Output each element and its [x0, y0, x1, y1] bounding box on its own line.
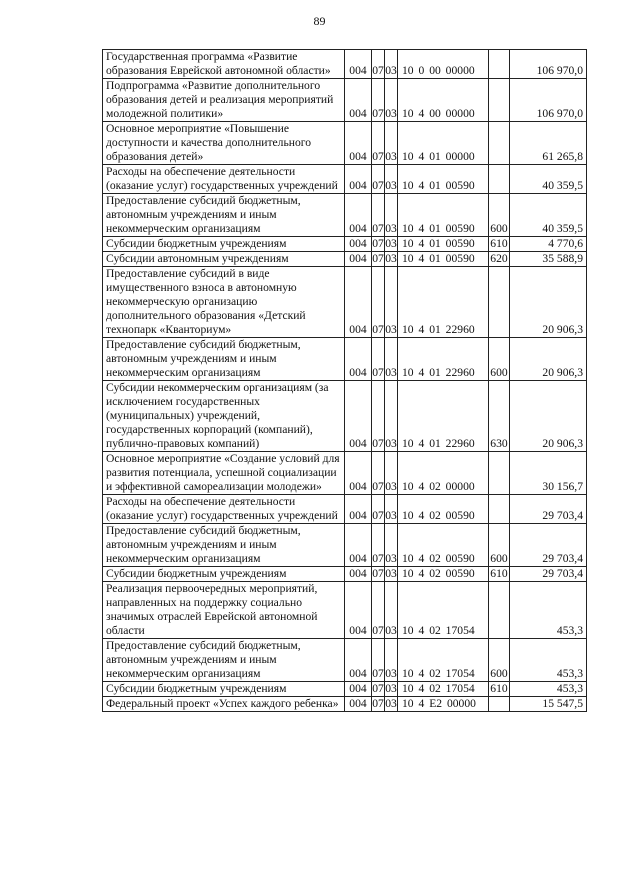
target-article-code: 10 4 02 00590	[402, 509, 475, 522]
chapter-code-cell: 004	[345, 194, 372, 237]
target-article-code: 10 4 02 00590	[402, 567, 475, 580]
expense-type-cell: 600	[489, 639, 510, 682]
table-row	[103, 639, 587, 682]
budget-table-body	[103, 50, 587, 712]
amount-cell: 30 156,7	[510, 452, 587, 495]
target-article-cell	[398, 165, 489, 194]
table-row	[103, 267, 587, 338]
target-article-cell	[398, 495, 489, 524]
row-name-cell: Субсидии бюджетным учреждениям	[103, 237, 345, 252]
amount-cell: 453,3	[510, 639, 587, 682]
table-row	[103, 165, 587, 194]
target-article-cell	[398, 252, 489, 267]
amount-cell: 40 359,5	[510, 194, 587, 237]
table-row	[103, 338, 587, 381]
row-name-cell: Субсидии бюджетным учреждениям	[103, 567, 345, 582]
chapter-code-cell: 004	[345, 50, 372, 79]
target-article-code: 10 4 01 22960	[402, 366, 475, 379]
target-article-code: 10 4 E2 00000	[402, 697, 476, 710]
table-row	[103, 122, 587, 165]
section-code-cell: 07	[372, 267, 385, 338]
amount-cell: 29 703,4	[510, 524, 587, 567]
target-article-code: 10 4 02 17054	[402, 667, 475, 680]
row-name-cell: Основное мероприятие «Создание условий для развития потенциала, успешной социализации и эффективной самореализации молодежи»	[103, 452, 345, 495]
chapter-code-cell: 004	[345, 567, 372, 582]
chapter-code-cell: 004	[345, 697, 372, 712]
target-article-cell	[398, 122, 489, 165]
table-row	[103, 79, 587, 122]
target-article-cell	[398, 79, 489, 122]
chapter-code-cell: 004	[345, 338, 372, 381]
chapter-code-cell: 004	[345, 495, 372, 524]
subsection-code-cell: 03	[385, 165, 398, 194]
row-name-cell: Субсидии автономным учреждениям	[103, 252, 345, 267]
target-article-cell	[398, 194, 489, 237]
subsection-code-cell: 03	[385, 237, 397, 250]
amount-cell: 29 703,4	[510, 567, 587, 582]
row-name-cell: Предоставление субсидий бюджетным, автономным учреждениям и иным некоммерческим организациям	[103, 194, 345, 237]
section-code-cell: 07	[372, 252, 384, 265]
expense-type-cell	[489, 50, 510, 79]
section-code-cell: 07	[372, 165, 385, 194]
section-code-cell: 07	[372, 682, 384, 695]
target-article-code: 10 4 01 00000	[402, 150, 475, 163]
target-article-cell	[398, 639, 489, 682]
target-article-code: 10 4 01 22960	[402, 323, 475, 336]
section-code-cell: 07	[372, 452, 385, 495]
chapter-code-cell: 004	[345, 252, 372, 267]
expense-type-cell: 610	[490, 567, 508, 580]
table-row	[103, 682, 587, 697]
row-name-cell: Реализация первоочередных мероприятий, направленных на поддержку социально значимых отраслей Еврейской автономной области	[103, 582, 345, 639]
table-row	[103, 194, 587, 237]
table-row	[103, 697, 587, 712]
subsection-code-cell: 03	[385, 79, 398, 122]
target-article-code: 10 4 01 00590	[402, 222, 475, 235]
row-name-cell: Предоставление субсидий бюджетным, автономным учреждениям и иным некоммерческим организациям	[103, 639, 345, 682]
section-code-cell: 07	[372, 582, 385, 639]
section-code-cell: 07	[372, 524, 385, 567]
expense-type-cell	[489, 165, 510, 194]
target-article-code: 10 4 01 22960	[402, 437, 475, 450]
target-article-code: 10 4 02 17054	[402, 624, 475, 637]
target-article-code: 10 4 00 00000	[402, 107, 475, 120]
target-article-code: 10 4 01 00590	[402, 252, 475, 265]
chapter-code-cell: 004	[345, 267, 372, 338]
expense-type-cell	[489, 122, 510, 165]
chapter-code-cell: 004	[345, 682, 372, 697]
amount-cell: 15 547,5	[510, 697, 587, 712]
expense-type-cell: 600	[489, 524, 510, 567]
amount-cell: 35 588,9	[510, 252, 587, 267]
target-article-code: 10 0 00 00000	[402, 64, 475, 77]
subsection-code-cell: 03	[385, 567, 397, 580]
subsection-code-cell: 03	[385, 194, 398, 237]
expense-type-cell: 620	[490, 252, 508, 265]
table-row	[103, 452, 587, 495]
chapter-code-cell: 004	[345, 381, 372, 452]
row-name-cell: Основное мероприятие «Повышение доступности и качества дополнительного образования детей»	[103, 122, 345, 165]
target-article-cell	[398, 452, 489, 495]
row-name-cell: Расходы на обеспечение деятельности (оказание услуг) государственных учреждений	[103, 495, 345, 524]
table-row	[103, 237, 587, 252]
chapter-code-cell: 004	[345, 122, 372, 165]
chapter-code-cell: 004	[345, 79, 372, 122]
expense-type-cell	[489, 267, 510, 338]
subsection-code-cell: 03	[385, 252, 397, 265]
amount-cell: 106 970,0	[510, 79, 587, 122]
expense-type-cell: 610	[490, 682, 508, 695]
amount-cell: 453,3	[510, 682, 587, 697]
table-row	[103, 567, 587, 582]
chapter-code-cell: 004	[345, 639, 372, 682]
subsection-code-cell: 03	[385, 50, 398, 79]
table-row	[103, 50, 587, 79]
chapter-code-cell: 004	[345, 237, 372, 252]
row-name-cell: Субсидии некоммерческим организациям (за исключением государственных (муниципальных) учреждений, государственных корпораций (компаний), публично-правовых компаний)	[103, 381, 345, 452]
target-article-code: 10 4 02 00590	[402, 552, 475, 565]
target-article-code: 10 4 01 00590	[402, 237, 475, 250]
expense-type-cell	[489, 452, 510, 495]
section-code-cell: 07	[372, 122, 385, 165]
target-article-code: 10 4 02 17054	[402, 682, 475, 695]
table-row	[103, 495, 587, 524]
amount-cell: 106 970,0	[510, 50, 587, 79]
row-name-cell: Федеральный проект «Успех каждого ребенка»	[103, 697, 345, 712]
subsection-code-cell: 03	[385, 381, 398, 452]
chapter-code-cell: 004	[345, 165, 372, 194]
table-row	[103, 582, 587, 639]
section-code-cell: 07	[372, 697, 384, 710]
chapter-code-cell: 004	[345, 452, 372, 495]
amount-cell: 20 906,3	[510, 267, 587, 338]
amount-cell: 4 770,6	[510, 237, 587, 252]
row-name-cell: Государственная программа «Развитие образования Еврейской автономной области»	[103, 50, 345, 79]
subsection-code-cell: 03	[385, 524, 398, 567]
target-article-cell	[398, 682, 489, 697]
subsection-code-cell: 03	[385, 697, 397, 710]
row-name-cell: Подпрограмма «Развитие дополнительного образования детей и реализация мероприятий молодежной политики»	[103, 79, 345, 122]
subsection-code-cell: 03	[385, 582, 398, 639]
target-article-code: 10 4 02 00000	[402, 480, 475, 493]
expense-type-cell: 600	[489, 338, 510, 381]
expense-type-cell	[489, 79, 510, 122]
section-code-cell: 07	[372, 50, 385, 79]
section-code-cell: 07	[372, 237, 384, 250]
target-article-cell	[398, 237, 489, 252]
target-article-cell	[398, 697, 489, 712]
table-row	[103, 524, 587, 567]
chapter-code-cell: 004	[345, 524, 372, 567]
expense-type-cell	[489, 582, 510, 639]
amount-cell: 453,3	[510, 582, 587, 639]
chapter-code-cell: 004	[345, 582, 372, 639]
expense-type-cell: 610	[490, 237, 508, 250]
target-article-cell	[398, 582, 489, 639]
target-article-cell	[398, 50, 489, 79]
target-article-cell	[398, 267, 489, 338]
target-article-cell	[398, 567, 489, 582]
amount-cell: 40 359,5	[510, 165, 587, 194]
subsection-code-cell: 03	[385, 452, 398, 495]
subsection-code-cell: 03	[385, 267, 398, 338]
budget-table	[102, 49, 587, 712]
section-code-cell: 07	[372, 381, 385, 452]
expense-type-cell: 630	[489, 381, 510, 452]
target-article-cell	[398, 524, 489, 567]
row-name-cell: Предоставление субсидий бюджетным, автономным учреждениям и иным некоммерческим организациям	[103, 338, 345, 381]
subsection-code-cell: 03	[385, 682, 397, 695]
target-article-code: 10 4 01 00590	[402, 179, 475, 192]
amount-cell: 29 703,4	[510, 495, 587, 524]
amount-cell: 61 265,8	[510, 122, 587, 165]
section-code-cell: 07	[372, 567, 384, 580]
subsection-code-cell: 03	[385, 122, 398, 165]
subsection-code-cell: 03	[385, 338, 398, 381]
section-code-cell: 07	[372, 79, 385, 122]
expense-type-cell	[489, 697, 510, 712]
row-name-cell: Предоставление субсидий бюджетным, автономным учреждениям и иным некоммерческим организациям	[103, 524, 345, 567]
subsection-code-cell: 03	[385, 495, 398, 524]
target-article-cell	[398, 381, 489, 452]
row-name-cell: Субсидии бюджетным учреждениям	[103, 682, 345, 697]
expense-type-cell	[489, 495, 510, 524]
amount-cell: 20 906,3	[510, 381, 587, 452]
row-name-cell: Расходы на обеспечение деятельности (оказание услуг) государственных учреждений	[103, 165, 345, 194]
section-code-cell: 07	[372, 495, 385, 524]
page-number: 89	[313, 14, 326, 28]
table-row	[103, 252, 587, 267]
table-row	[103, 381, 587, 452]
section-code-cell: 07	[372, 639, 385, 682]
target-article-cell	[398, 338, 489, 381]
amount-cell: 20 906,3	[510, 338, 587, 381]
section-code-cell: 07	[372, 194, 385, 237]
row-name-cell: Предоставление субсидий в виде имущественного взноса в автономную некоммерческую организацию дополнительного образования «Детский технопарк «Кванториум»	[103, 267, 345, 338]
section-code-cell: 07	[372, 338, 385, 381]
subsection-code-cell: 03	[385, 639, 398, 682]
expense-type-cell: 600	[489, 194, 510, 237]
